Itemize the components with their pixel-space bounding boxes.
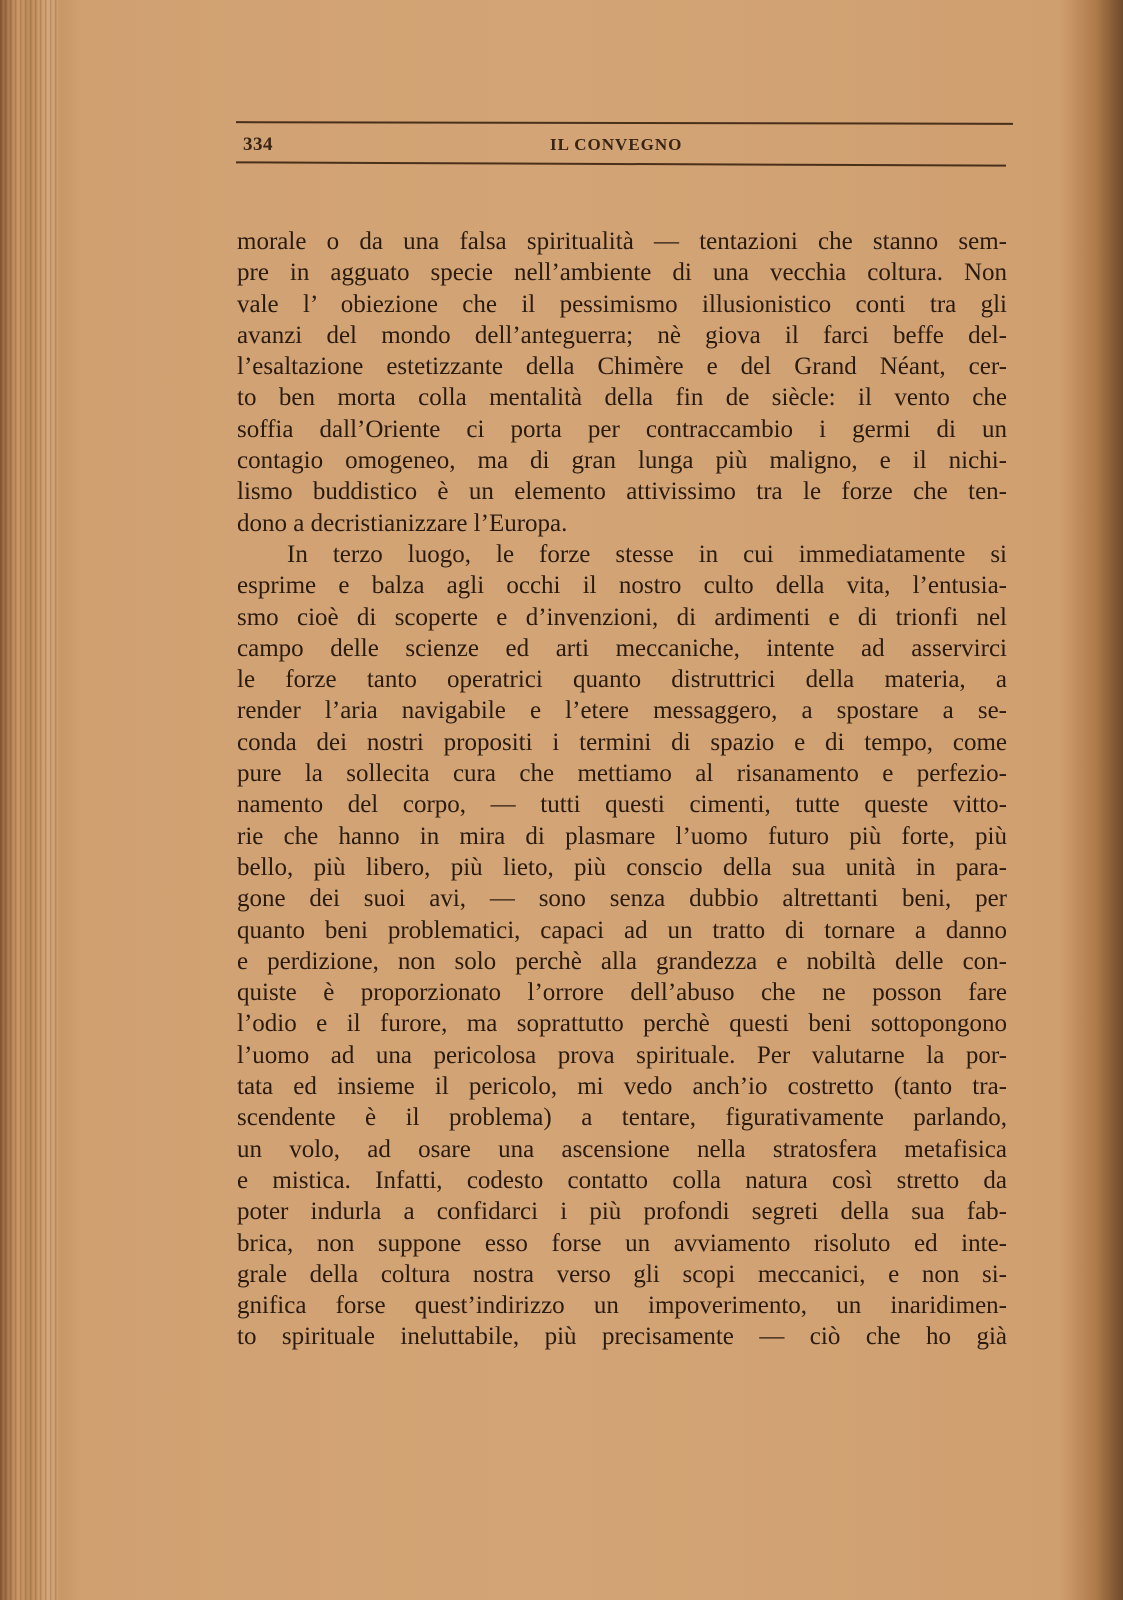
- text-line: rie che hanno in mira di plasmare l’uomo futuro più forte, più: [237, 822, 1007, 850]
- text-line: vale l’ obiezione che il pessimismo illusionistico conti tra gli: [237, 290, 1007, 318]
- text-line: e perdizione, non solo perchè alla grandezza e nobiltà delle con-: [237, 947, 1007, 975]
- text-line: namento del corpo, — tutti questi cimenti, tutte queste vitto-: [237, 791, 1007, 819]
- text-line: scendente è il problema) a tentare, figurativamente parlando,: [237, 1104, 1007, 1132]
- header-rule-top: [236, 121, 1013, 125]
- text-line: pre in agguato specie nell’ambiente di una vecchia coltura. Non: [237, 259, 1007, 287]
- text-line: to ben morta colla mentalità della fin de siècle: il vento che: [237, 384, 1007, 412]
- text-line: to spirituale ineluttabile, più precisamente — ciò che ho già: [237, 1323, 1007, 1351]
- text-line: quiste è proporzionato l’orrore dell’abuso che ne posson fare: [237, 979, 1007, 1007]
- text-line: render l’aria navigabile e l’etere messaggero, a spostare a se-: [237, 697, 1007, 725]
- text-line: gone dei suoi avi, — sono senza dubbio altrettanti beni, per: [237, 885, 1007, 913]
- text-line: esprime e balza agli occhi il nostro culto della vita, l’entusia-: [237, 572, 1007, 600]
- text-line: campo delle scienze ed arti meccaniche, intente ad asservirci: [237, 634, 1007, 662]
- text-line: bello, più libero, più lieto, più conscio della sua unità in para-: [237, 853, 1007, 881]
- page-number: 334: [243, 134, 273, 155]
- text-line: poter indurla a confidarci i più profondi segreti della sua fab-: [237, 1198, 1007, 1226]
- body-text: [237, 226, 1007, 1353]
- text-line: tata ed insieme il pericolo, mi vedo anch’io costretto (tanto tra-: [237, 1073, 1007, 1101]
- text-line: In terzo luogo, le forze stesse in cui immediatamente si: [287, 540, 1007, 568]
- page-edges-left: [0, 0, 58, 1600]
- text-line: lismo buddistico è un elemento attivissimo tra le forze che ten-: [237, 478, 1007, 506]
- text-line: conda dei nostri propositi i termini di spazio e di tempo, come: [237, 728, 1007, 756]
- text-line: l’odio e il furore, ma soprattutto perchè questi beni sottopongono: [237, 1010, 1007, 1038]
- text-line: soffia dall’Oriente ci porta per contraccambio i germi di un: [237, 415, 1007, 443]
- text-line: le forze tanto operatrici quanto distruttrici della materia, a: [237, 666, 1007, 694]
- text-line: e mistica. Infatti, codesto contatto colla natura così stretto da: [237, 1166, 1007, 1194]
- text-line: grale della coltura nostra verso gli scopi meccanici, e non si-: [237, 1260, 1007, 1288]
- running-head: IL CONVEGNO: [550, 135, 683, 154]
- text-line: gnifica forse quest’indirizzo un impoverimento, un inaridimen-: [237, 1292, 1007, 1320]
- text-line: smo cioè di scoperte e d’invenzioni, di ardimenti e di trionfi nel: [237, 603, 1007, 631]
- text-line: quanto beni problematici, capaci ad un tratto di tornare a danno: [237, 916, 1007, 944]
- text-line: contagio omogeneo, ma di gran lunga più maligno, e il nichi-: [237, 447, 1007, 475]
- text-line: dono a decristianizzare l’Europa.: [237, 509, 568, 537]
- text-line: avanzi del mondo dell’anteguerra; nè giova il farci beffe del-: [237, 321, 1007, 349]
- text-line: l’uomo ad una pericolosa prova spirituale. Per valutarne la por-: [237, 1041, 1007, 1069]
- text-line: un volo, ad osare una ascensione nella stratosfera metafisica: [237, 1135, 1007, 1163]
- text-line: morale o da una falsa spiritualità — tentazioni che stanno sem-: [237, 228, 1007, 255]
- header-rule-bottom: [236, 161, 1006, 166]
- text-line: brica, non suppone esso forse un avviamento risoluto ed inte-: [237, 1229, 1007, 1257]
- text-line: l’esaltazione estetizzante della Chimère e del Grand Néant, cer-: [237, 353, 1007, 381]
- text-line: pure la sollecita cura che mettiamo al risanamento e perfezio-: [237, 760, 1007, 788]
